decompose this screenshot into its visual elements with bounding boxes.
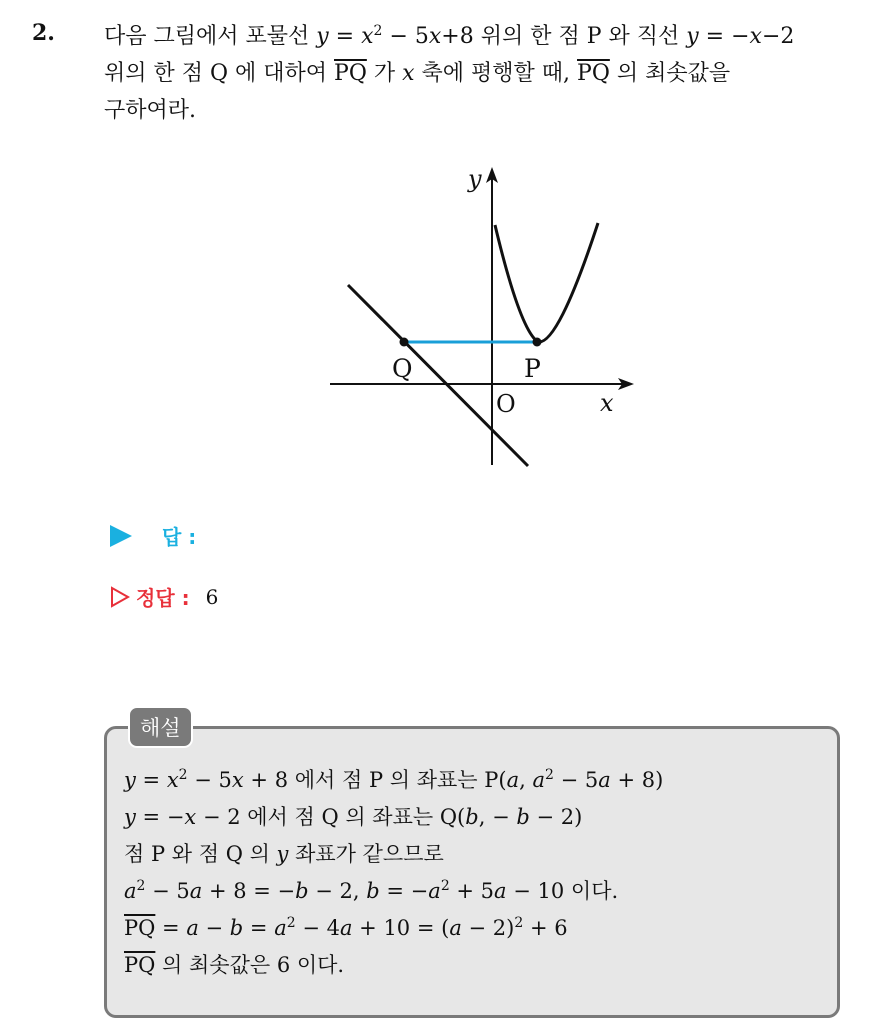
question-number: 2. bbox=[32, 20, 55, 46]
label-y: y bbox=[468, 165, 482, 193]
point-p bbox=[533, 338, 542, 347]
segment-pq: $\overline{PQ}$ bbox=[577, 61, 610, 86]
correct-value: 6 bbox=[205, 584, 219, 609]
solution-tag: 해설 bbox=[128, 706, 193, 748]
label-p: P bbox=[524, 354, 541, 383]
graph-figure bbox=[320, 155, 640, 475]
parabola-curve bbox=[495, 223, 598, 342]
question-line-3: 구하여라. bbox=[104, 98, 197, 123]
answer-label: 답 : bbox=[162, 525, 197, 549]
question-text bbox=[104, 18, 884, 129]
solution-line-5: $\overline{PQ} = a - b = a^2 - 4a + 10 = (a - 2)^2 + 6$ bbox=[124, 915, 568, 940]
answer-row bbox=[110, 521, 196, 550]
question-line-1: 다음 그림에서 포물선 $y = x^2 - 5x+8$ 위의 한 점 P 와 직선 y = −x−2 bbox=[104, 23, 795, 49]
label-x: x bbox=[600, 389, 614, 417]
segment-pq: $\overline{PQ}$ bbox=[124, 916, 156, 940]
segment-pq: $\overline{PQ}$ bbox=[124, 953, 156, 977]
graph-svg bbox=[320, 155, 640, 475]
correct-answer-row bbox=[110, 582, 218, 611]
segment-pq: $\overline{PQ}$ bbox=[334, 61, 367, 86]
solution-line-2: y = −x − 2 에서 점 Q 의 좌표는 Q(b, − b − 2) bbox=[124, 805, 583, 829]
solution-lines bbox=[124, 762, 663, 984]
point-q bbox=[400, 338, 409, 347]
line-graph bbox=[348, 285, 528, 466]
solution-line-4: $a^2 - 5a + 8 = -b - 2$, $b = -a^2 + 5a - 10$ 이다. bbox=[124, 878, 619, 903]
solution-line-6: $\overline{PQ}$ 의 최솟값은 6 이다. bbox=[124, 953, 345, 977]
outline-triangle-icon bbox=[110, 586, 130, 608]
solution-line-3: 점 P 와 점 Q 의 y 좌표가 같으므로 bbox=[124, 842, 444, 866]
correct-label: 정답 : bbox=[136, 586, 190, 610]
solution-line-1: $y = x^2 - 5x + 8$ 에서 점 P 의 좌표는 P(a, $a^2 - 5a + 8$) bbox=[124, 767, 664, 792]
question-line-2: 위의 한 점 Q 에 대하여 $\overline{PQ}$ 가 x 축에 평행할 때, $\overline{PQ}$ 의 최솟값을 bbox=[104, 61, 731, 86]
play-triangle-icon bbox=[110, 525, 132, 547]
label-origin: O bbox=[496, 390, 516, 418]
label-q: Q bbox=[392, 354, 413, 383]
